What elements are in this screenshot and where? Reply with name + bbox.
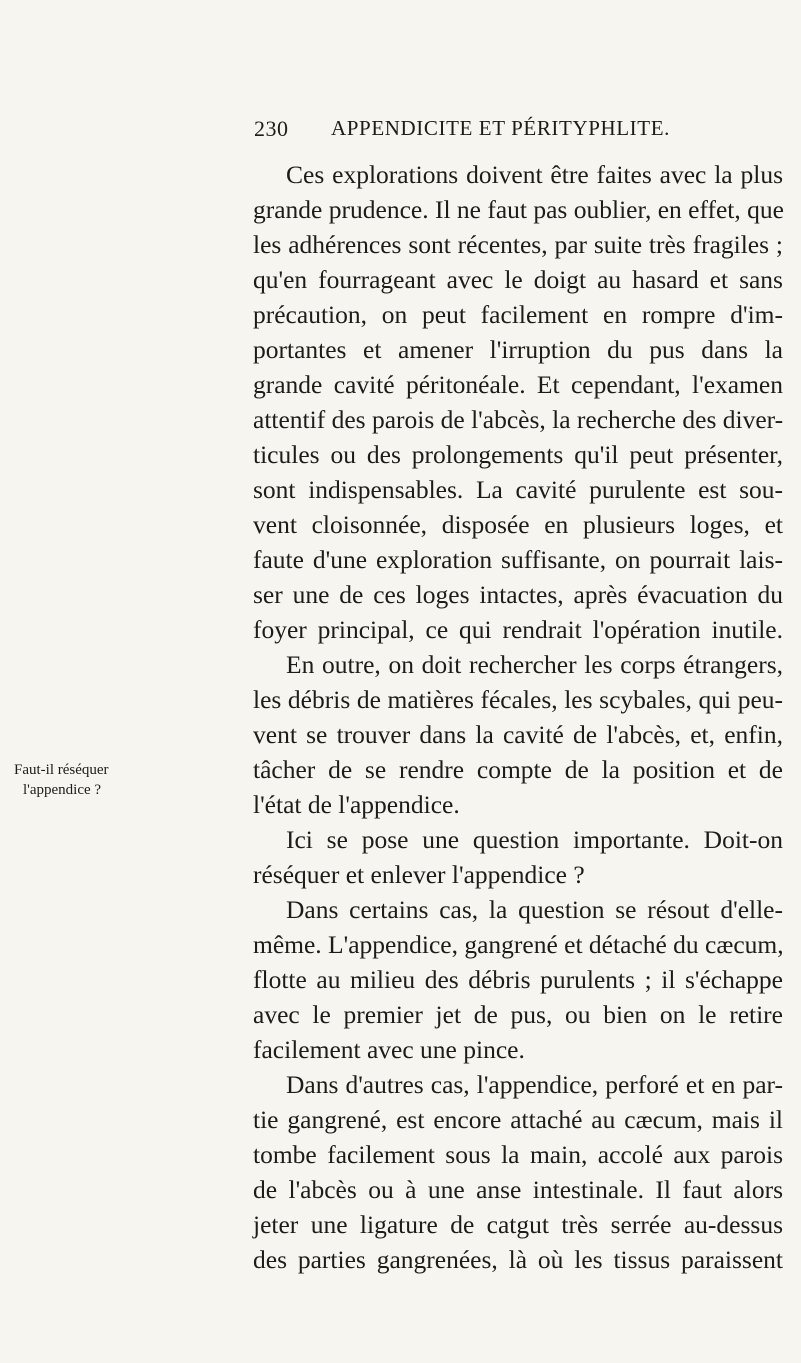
text-line: vent se trouver dans la cavité de l'abcès, et, enfin, [253, 720, 783, 749]
text-line: les débris de matières fécales, les scybales, qui peu- [253, 685, 783, 714]
text-line: ser une de ces loges intactes, après évacuation du [253, 580, 783, 609]
text-line: réséquer et enlever l'appendice ? [253, 860, 585, 889]
text-line: de l'abcès ou à une anse intestinale. Il faut alors [253, 1175, 783, 1204]
text-line: ticules ou des prolongements qu'il peut présenter, [253, 440, 783, 469]
margin-note-line: Faut-il réséquer [14, 762, 109, 778]
text-line: grande cavité péritonéale. Et cependant, l'examen [253, 370, 783, 399]
text-line: En outre, on doit rechercher les corps étrangers, [286, 650, 783, 679]
text-line: des parties gangrenées, là où les tissus paraissent [253, 1245, 783, 1274]
page-header [0, 116, 801, 146]
text-line: Dans certains cas, la question se résout d'elle- [286, 895, 783, 924]
text-line: tombe facilement sous la main, accolé aux parois [253, 1140, 783, 1169]
text-line: avec le premier jet de pus, ou bien on le retire [253, 1000, 783, 1029]
text-line: Dans d'autres cas, l'appendice, perforé et en par- [286, 1070, 783, 1099]
margin-note [14, 760, 234, 800]
text-line: tie gangrené, est encore attaché au cæcum, mais il [253, 1105, 783, 1134]
text-line: précaution, on peut facilement en rompre d'im- [253, 300, 783, 329]
text-line: tâcher de se rendre compte de la position et de [253, 755, 783, 784]
text-line: foyer principal, ce qui rendrait l'opération inutile. [253, 615, 783, 644]
text-line: attentif des parois de l'abcès, la recherche des diver- [253, 405, 784, 434]
text-line: les adhérences sont récentes, par suite très fragiles ; [253, 230, 783, 259]
margin-note-line: l'appendice ? [23, 782, 102, 798]
text-line: flotte au milieu des débris purulents ; il s'échappe [253, 965, 783, 994]
text-line: vent cloisonnée, disposée en plusieurs loges, et [253, 510, 783, 539]
running-title: APPENDICITE ET PÉRITYPHLITE. [331, 116, 670, 140]
text-line: même. L'appendice, gangrené et détaché du cæcum, [253, 930, 784, 959]
text-line: portantes et amener l'irruption du pus dans la [253, 335, 783, 364]
page-number: 230 [254, 116, 289, 141]
text-line: facilement avec une pince. [253, 1035, 525, 1064]
text-line: sont indispensables. La cavité purulente est sou- [253, 475, 783, 504]
text-line: Ces explorations doivent être faites avec la plus [286, 160, 783, 189]
text-line: jeter une ligature de catgut très serrée au-dessus [253, 1210, 783, 1239]
text-line: faute d'une exploration suffisante, on pourrait lais- [253, 545, 783, 574]
text-line: grande prudence. Il ne faut pas oublier, en effet, que [253, 195, 784, 224]
text-line: qu'en fourrageant avec le doigt au hasard et sans [253, 265, 783, 294]
text-line: l'état de l'appendice. [253, 790, 460, 819]
text-line: Ici se pose une question importante. Doit-on [286, 825, 783, 854]
